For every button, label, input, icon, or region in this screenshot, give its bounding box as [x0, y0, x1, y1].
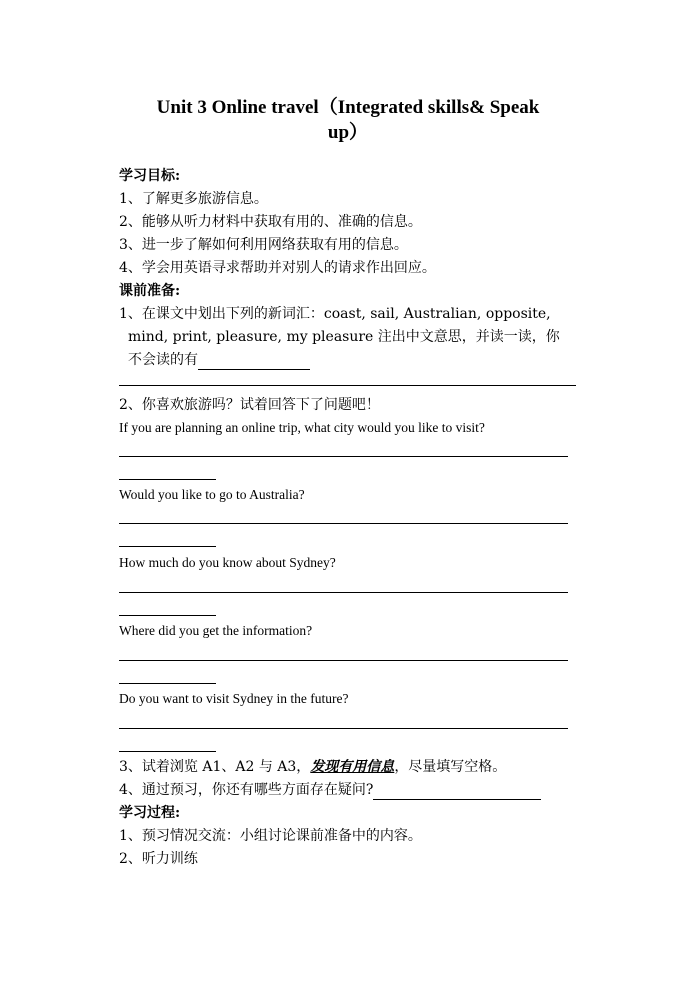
title-line-2: up）	[327, 122, 369, 143]
goal-item: 2、能够从听力材料中获取有用的、准确的信息。	[119, 214, 422, 230]
answer-line[interactable]	[119, 615, 216, 616]
prep-item-1-line-3	[128, 350, 310, 370]
question-1: If you are planning an online trip, what city would you like to visit?	[119, 420, 485, 435]
question-2: Would you like to go to Australia?	[119, 487, 305, 502]
prep-item-3-emphasis: 发现有用信息	[310, 759, 395, 775]
question-4: Where did you get the information?	[119, 623, 313, 638]
answer-line[interactable]	[119, 592, 568, 593]
prep-item-1-line-2: mind, print, pleasure, my pleasure 注出中文意思，并读一读，你	[128, 329, 560, 345]
question-5: Do you want to visit Sydney in the future?	[119, 691, 349, 706]
answer-line[interactable]	[119, 523, 568, 524]
prep-item-1-line-1: 1、在课文中划出下列的新词汇：coast, sail, Australian, opposite,	[119, 306, 551, 322]
answer-blank[interactable]	[373, 785, 541, 800]
prep-item-2: 2、你喜欢旅游吗？试着回答下了问题吧！	[119, 397, 380, 413]
answer-line[interactable]	[119, 546, 216, 547]
answer-line[interactable]	[119, 751, 216, 752]
process-item-2: 2、听力训练	[119, 851, 198, 867]
process-item-1: 1、预习情况交流：小组讨论课前准备中的内容。	[119, 828, 422, 844]
prep-item-3-text: 3、试着浏览 A1、A2 与 A3，	[119, 759, 311, 775]
question-3: How much do you know about Sydney?	[119, 555, 336, 570]
answer-line[interactable]	[119, 456, 568, 457]
goals-heading: 学习目标:	[119, 168, 181, 184]
answer-line[interactable]	[119, 683, 216, 684]
answer-line[interactable]	[119, 660, 568, 661]
answer-line[interactable]	[119, 479, 216, 480]
prep-item-3	[119, 757, 506, 777]
title-line-1: Unit 3 Online travel（Integrated skills& Speak	[156, 97, 540, 118]
answer-blank[interactable]	[198, 355, 310, 370]
goal-item: 4、学会用英语寻求帮助并对别人的请求作出回应。	[119, 260, 436, 276]
goal-item: 1、了解更多旅游信息。	[119, 191, 268, 207]
page-title	[100, 95, 596, 145]
prep-item-3-text-end: ，尽量填写空格。	[394, 759, 507, 775]
answer-line[interactable]	[119, 728, 568, 729]
prep-item-4-text: 4、通过预习，你还有哪些方面存在疑问?	[119, 782, 374, 798]
prep-heading: 课前准备:	[119, 283, 181, 299]
prep-item-1-line-3-text: 不会读的有	[128, 352, 198, 368]
prep-item-4	[119, 780, 541, 800]
answer-line[interactable]	[119, 385, 576, 386]
goal-item: 3、进一步了解如何利用网络获取有用的信息。	[119, 237, 408, 253]
process-heading: 学习过程:	[119, 805, 181, 821]
